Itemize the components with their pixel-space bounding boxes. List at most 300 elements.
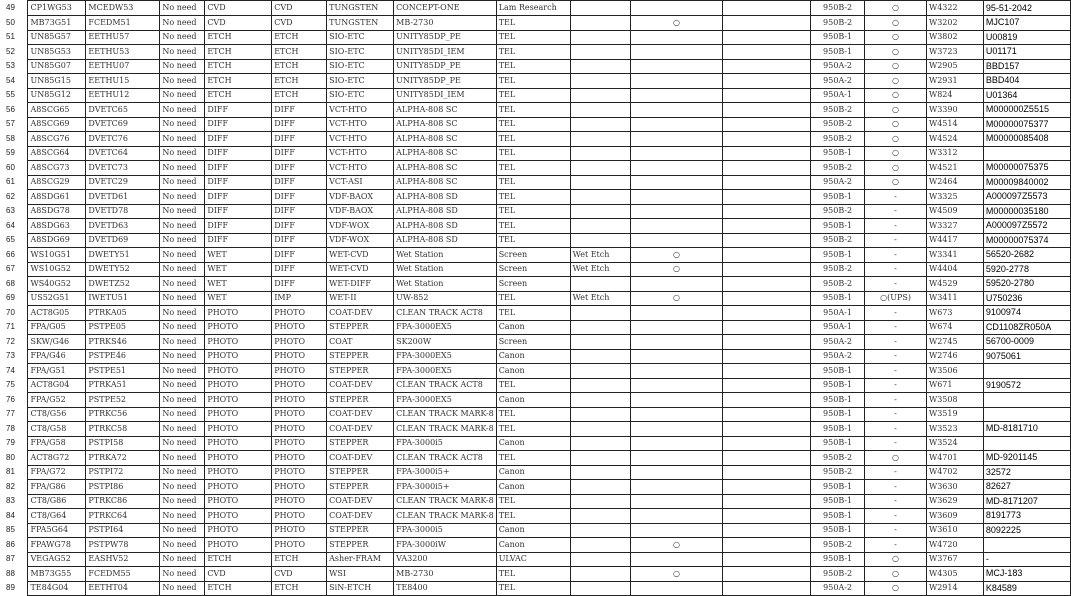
flag-cell — [630, 320, 723, 335]
w-number: W824 — [926, 88, 983, 103]
equipment-id: UN85G57 — [28, 30, 86, 45]
equipment-code: PSTPI64 — [86, 523, 160, 538]
dept: DIFF — [272, 146, 327, 161]
serial-number: U750236 — [983, 291, 1070, 306]
equipment-id: UN85G07 — [28, 59, 86, 74]
table-row — [0, 523, 1071, 538]
table-row — [0, 407, 1071, 422]
dept: CVD — [272, 16, 327, 31]
location: 950B-1 — [811, 30, 865, 45]
w-number: W3524 — [926, 436, 983, 451]
serial-number: 32572 — [983, 465, 1070, 480]
dept: DIFF — [272, 248, 327, 263]
need-cell: No need — [160, 45, 205, 60]
need-cell: No need — [160, 552, 205, 567]
dept: PHOTO — [272, 465, 327, 480]
need-cell: No need — [160, 509, 205, 524]
status-mark: - — [865, 277, 927, 292]
location: 950B-1 — [811, 480, 865, 495]
table-row — [0, 538, 1071, 553]
blank-cell — [723, 422, 811, 437]
maker: Screen — [496, 277, 570, 292]
blank-cell — [723, 88, 811, 103]
table-row — [0, 117, 1071, 132]
process-group: WET — [205, 277, 272, 292]
wet-etch — [570, 393, 630, 408]
equipment-id: FPAWG78 — [28, 538, 86, 553]
equipment-id: FPA/G58 — [28, 436, 86, 451]
equipment-id: A8SCG73 — [28, 161, 86, 176]
dept: ETCH — [272, 88, 327, 103]
process-group: DIFF — [205, 132, 272, 147]
process-group: PHOTO — [205, 335, 272, 350]
location: 950B-1 — [811, 291, 865, 306]
equipment-code: DVETC76 — [86, 132, 160, 147]
row-number: 53 — [6, 61, 15, 71]
wet-etch — [570, 349, 630, 364]
wet-etch: Wet Etch — [570, 291, 630, 306]
location: 950A-1 — [811, 306, 865, 321]
w-number: W4404 — [926, 262, 983, 277]
process-group: PHOTO — [205, 465, 272, 480]
table-row — [0, 262, 1071, 277]
row-number: 57 — [6, 119, 15, 129]
process-type: SIO-ETC — [327, 74, 394, 89]
need-cell: No need — [160, 581, 205, 596]
process-type: WET-DIFF — [327, 277, 394, 292]
need-cell: No need — [160, 277, 205, 292]
equipment-code: PTRKC86 — [86, 494, 160, 509]
location: 950B-1 — [811, 552, 865, 567]
row-number: 62 — [6, 191, 15, 201]
equipment-code: EETHU57 — [86, 30, 160, 45]
w-number: W673 — [926, 306, 983, 321]
equipment-id: CT8/G58 — [28, 422, 86, 437]
serial-number: 56520-2682 — [983, 248, 1070, 263]
status-mark: ○ — [865, 132, 927, 147]
row-number: 89 — [6, 583, 15, 593]
flag-cell — [630, 407, 723, 422]
process-type: WET-CVD — [327, 248, 394, 263]
need-cell: No need — [160, 494, 205, 509]
status-mark: ○ — [865, 1, 927, 16]
equipment-id: WS40G52 — [28, 277, 86, 292]
blank-cell — [723, 117, 811, 132]
model: FPA-3000EX5 — [394, 349, 497, 364]
maker: Canon — [496, 349, 570, 364]
maker: Screen — [496, 335, 570, 350]
wet-etch — [570, 30, 630, 45]
need-cell: No need — [160, 233, 205, 248]
location: 950B-2 — [811, 277, 865, 292]
blank-cell — [723, 277, 811, 292]
status-mark: - — [865, 335, 927, 350]
process-type: SIO-ETC — [327, 45, 394, 60]
process-type: VDF-BAOX — [327, 204, 394, 219]
w-number: W3629 — [926, 494, 983, 509]
need-cell: No need — [160, 30, 205, 45]
table-row — [0, 364, 1071, 379]
location: 950B-2 — [811, 451, 865, 466]
process-type: VDF-WOX — [327, 219, 394, 234]
row-number: 51 — [6, 32, 15, 42]
dept: DIFF — [272, 219, 327, 234]
process-type: WET-CVD — [327, 262, 394, 277]
maker: TEL — [496, 422, 570, 437]
wet-etch — [570, 233, 630, 248]
wet-etch — [570, 552, 630, 567]
need-cell: No need — [160, 538, 205, 553]
blank-cell — [723, 552, 811, 567]
blank-cell — [723, 59, 811, 74]
blank-cell — [723, 146, 811, 161]
wet-etch: Wet Etch — [570, 248, 630, 263]
table-row — [0, 1, 1071, 16]
location: 950A-2 — [811, 74, 865, 89]
status-mark: ○ — [865, 103, 927, 118]
flag-cell — [630, 117, 723, 132]
dept: DIFF — [272, 117, 327, 132]
process-group: PHOTO — [205, 494, 272, 509]
flag-cell: ○ — [630, 567, 723, 582]
w-number: W4701 — [926, 451, 983, 466]
process-type: STEPPER — [327, 320, 394, 335]
serial-number: 59520-2780 — [983, 277, 1070, 292]
dept: DIFF — [272, 132, 327, 147]
serial-number — [983, 146, 1070, 161]
blank-cell — [723, 494, 811, 509]
process-group: WET — [205, 291, 272, 306]
process-type: VCT-HTO — [327, 146, 394, 161]
need-cell: No need — [160, 335, 205, 350]
equipment-code: DWETZ52 — [86, 277, 160, 292]
process-group: WET — [205, 262, 272, 277]
flag-cell — [630, 190, 723, 205]
status-mark: ○ — [865, 30, 927, 45]
wet-etch — [570, 59, 630, 74]
w-number: W3802 — [926, 30, 983, 45]
dept: PHOTO — [272, 538, 327, 553]
need-cell: No need — [160, 436, 205, 451]
maker: TEL — [496, 117, 570, 132]
location: 950A-2 — [811, 581, 865, 596]
process-type: COAT-DEV — [327, 407, 394, 422]
equipment-code: PTRKC56 — [86, 407, 160, 422]
w-number: W4702 — [926, 465, 983, 480]
process-type: VCT-HTO — [327, 117, 394, 132]
process-group: CVD — [205, 1, 272, 16]
need-cell: No need — [160, 291, 205, 306]
table-body — [0, 1, 1071, 596]
blank-cell — [723, 233, 811, 248]
flag-cell — [630, 451, 723, 466]
model: ALPHA-808 SC — [394, 161, 497, 176]
status-mark: - — [865, 204, 927, 219]
blank-cell — [723, 349, 811, 364]
serial-number: MJC107 — [983, 16, 1070, 31]
process-type: STEPPER — [327, 523, 394, 538]
equipment-id: A8SCG65 — [28, 103, 86, 118]
equipment-id: VEGAG52 — [28, 552, 86, 567]
table-row — [0, 451, 1071, 466]
table-row — [0, 219, 1071, 234]
location: 950B-2 — [811, 538, 865, 553]
w-number: W3202 — [926, 16, 983, 31]
location: 950B-2 — [811, 16, 865, 31]
equipment-id: FPA/G52 — [28, 393, 86, 408]
flag-cell — [630, 465, 723, 480]
process-type: STEPPER — [327, 436, 394, 451]
need-cell: No need — [160, 262, 205, 277]
process-group: PHOTO — [205, 407, 272, 422]
flag-cell — [630, 74, 723, 89]
serial-number: 95-51-2042 — [983, 1, 1070, 16]
location: 950A-2 — [811, 349, 865, 364]
blank-cell — [723, 161, 811, 176]
need-cell: No need — [160, 422, 205, 437]
flag-cell — [630, 422, 723, 437]
dept: PHOTO — [272, 494, 327, 509]
equipment-id: TE84G04 — [28, 581, 86, 596]
w-number: W2746 — [926, 349, 983, 364]
equipment-code: DWETY52 — [86, 262, 160, 277]
row-number: 73 — [6, 351, 15, 361]
need-cell: No need — [160, 567, 205, 582]
need-cell: No need — [160, 480, 205, 495]
status-mark: - — [865, 364, 927, 379]
table-row — [0, 581, 1071, 596]
maker: TEL — [496, 88, 570, 103]
location: 950B-2 — [811, 204, 865, 219]
process-type: COAT-DEV — [327, 494, 394, 509]
wet-etch — [570, 146, 630, 161]
w-number: W3609 — [926, 509, 983, 524]
wet-etch — [570, 190, 630, 205]
model: FPA-3000EX5 — [394, 320, 497, 335]
w-number: W3630 — [926, 480, 983, 495]
location: 950B-1 — [811, 523, 865, 538]
dept: PHOTO — [272, 393, 327, 408]
model: TE8400 — [394, 581, 497, 596]
wet-etch: Wet Etch — [570, 262, 630, 277]
row-number: 58 — [6, 133, 15, 143]
flag-cell — [630, 219, 723, 234]
w-number: W2931 — [926, 74, 983, 89]
flag-cell — [630, 146, 723, 161]
flag-cell — [630, 349, 723, 364]
equipment-code: DVETC29 — [86, 175, 160, 190]
wet-etch — [570, 161, 630, 176]
flag-cell — [630, 59, 723, 74]
maker: Canon — [496, 364, 570, 379]
equipment-code: PSTPI58 — [86, 436, 160, 451]
process-type: VDF-WOX — [327, 233, 394, 248]
equipment-code: DVETD69 — [86, 233, 160, 248]
row-number: 66 — [6, 249, 15, 259]
process-group: PHOTO — [205, 451, 272, 466]
blank-cell — [723, 45, 811, 60]
equipment-code: EETHU12 — [86, 88, 160, 103]
equipment-id: ACT8G05 — [28, 306, 86, 321]
process-type: COAT-DEV — [327, 306, 394, 321]
flag-cell — [630, 306, 723, 321]
flag-cell — [630, 233, 723, 248]
table-row — [0, 509, 1071, 524]
model: CLEAN TRACK MARK-8 — [394, 494, 497, 509]
flag-cell — [630, 494, 723, 509]
row-number: 52 — [6, 46, 15, 56]
model: SK200W — [394, 335, 497, 350]
flag-cell — [630, 45, 723, 60]
equipment-id: WS10G52 — [28, 262, 86, 277]
maker: TEL — [496, 103, 570, 118]
blank-cell — [723, 480, 811, 495]
blank-cell — [723, 103, 811, 118]
flag-cell — [630, 30, 723, 45]
process-type: STEPPER — [327, 393, 394, 408]
blank-cell — [723, 306, 811, 321]
dept: PHOTO — [272, 451, 327, 466]
equipment-id: WS10G51 — [28, 248, 86, 263]
status-mark: - — [865, 378, 927, 393]
process-type: STEPPER — [327, 364, 394, 379]
model: ALPHA-808 SC — [394, 175, 497, 190]
status-mark: ○(UPS) — [865, 291, 927, 306]
location: 950B-1 — [811, 248, 865, 263]
model: CLEAN TRACK MARK-8 — [394, 509, 497, 524]
process-group: PHOTO — [205, 523, 272, 538]
maker: Canon — [496, 538, 570, 553]
equipment-code: EETHU15 — [86, 74, 160, 89]
serial-number: U01364 — [983, 88, 1070, 103]
wet-etch — [570, 88, 630, 103]
need-cell: No need — [160, 465, 205, 480]
model: CLEAN TRACK MARK-8 — [394, 407, 497, 422]
row-number: 79 — [6, 438, 15, 448]
wet-etch — [570, 480, 630, 495]
w-number: W4521 — [926, 161, 983, 176]
equipment-code: EETHT04 — [86, 581, 160, 596]
row-number: 72 — [6, 336, 15, 346]
equipment-id: MB73G55 — [28, 567, 86, 582]
process-type: COAT — [327, 335, 394, 350]
equipment-code: PTRKC58 — [86, 422, 160, 437]
wet-etch — [570, 538, 630, 553]
process-group: ETCH — [205, 74, 272, 89]
row-number: 55 — [6, 90, 15, 100]
process-type: COAT-DEV — [327, 378, 394, 393]
blank-cell — [723, 262, 811, 277]
dept: PHOTO — [272, 306, 327, 321]
model: VA3200 — [394, 552, 497, 567]
process-type: SIO-ETC — [327, 59, 394, 74]
dept: CVD — [272, 1, 327, 16]
flag-cell — [630, 1, 723, 16]
equipment-id: A8SDG63 — [28, 219, 86, 234]
row-number: 50 — [6, 17, 15, 27]
maker: Screen — [496, 248, 570, 263]
table-row — [0, 277, 1071, 292]
model: UW-852 — [394, 291, 497, 306]
row-number: 78 — [6, 423, 15, 433]
dept: ETCH — [272, 581, 327, 596]
table-row — [0, 16, 1071, 31]
process-type: SIO-ETC — [327, 88, 394, 103]
w-number: W671 — [926, 378, 983, 393]
blank-cell — [723, 132, 811, 147]
w-number: W4322 — [926, 1, 983, 16]
process-type: VCT-HTO — [327, 161, 394, 176]
equipment-id: CP1WG53 — [28, 1, 86, 16]
flag-cell — [630, 393, 723, 408]
dept: PHOTO — [272, 364, 327, 379]
model: UNITY85DI_IEM — [394, 45, 497, 60]
wet-etch — [570, 117, 630, 132]
status-mark: - — [865, 262, 927, 277]
maker: Canon — [496, 465, 570, 480]
serial-number: 82627 — [983, 480, 1070, 495]
status-mark: - — [865, 538, 927, 553]
status-mark: ○ — [865, 567, 927, 582]
process-group: DIFF — [205, 146, 272, 161]
need-cell: No need — [160, 451, 205, 466]
status-mark: - — [865, 465, 927, 480]
wet-etch — [570, 465, 630, 480]
need-cell: No need — [160, 1, 205, 16]
dept: PHOTO — [272, 523, 327, 538]
w-number: W3312 — [926, 146, 983, 161]
row-number: 88 — [6, 568, 15, 578]
maker: TEL — [496, 233, 570, 248]
process-type: Asher-FRAM — [327, 552, 394, 567]
w-number: W3506 — [926, 364, 983, 379]
status-mark: ○ — [865, 552, 927, 567]
dept: ETCH — [272, 45, 327, 60]
process-type: TUNGSTEN — [327, 1, 394, 16]
location: 950A-1 — [811, 320, 865, 335]
row-number: 83 — [6, 496, 15, 506]
location: 950A-1 — [811, 88, 865, 103]
row-number: 71 — [6, 322, 15, 332]
equipment-id: A8SCG69 — [28, 117, 86, 132]
model: ALPHA-808 SC — [394, 146, 497, 161]
serial-number: 9190572 — [983, 378, 1070, 393]
process-group: ETCH — [205, 45, 272, 60]
table-row — [0, 494, 1071, 509]
dept: ETCH — [272, 59, 327, 74]
process-group: WET — [205, 248, 272, 263]
maker: Canon — [496, 393, 570, 408]
table-row — [0, 436, 1071, 451]
process-type: COAT-DEV — [327, 451, 394, 466]
process-group: PHOTO — [205, 364, 272, 379]
serial-number: M00009840002 — [983, 175, 1070, 190]
blank-cell — [723, 378, 811, 393]
equipment-code: EETHU53 — [86, 45, 160, 60]
process-group: CVD — [205, 567, 272, 582]
maker: TEL — [496, 291, 570, 306]
model: CLEAN TRACK ACT8 — [394, 451, 497, 466]
status-mark: ○ — [865, 175, 927, 190]
blank-cell — [723, 16, 811, 31]
location: 950B-1 — [811, 509, 865, 524]
table-row — [0, 88, 1071, 103]
row-number: 69 — [6, 293, 15, 303]
wet-etch — [570, 132, 630, 147]
table-row — [0, 320, 1071, 335]
equipment-code: DVETD61 — [86, 190, 160, 205]
need-cell: No need — [160, 146, 205, 161]
